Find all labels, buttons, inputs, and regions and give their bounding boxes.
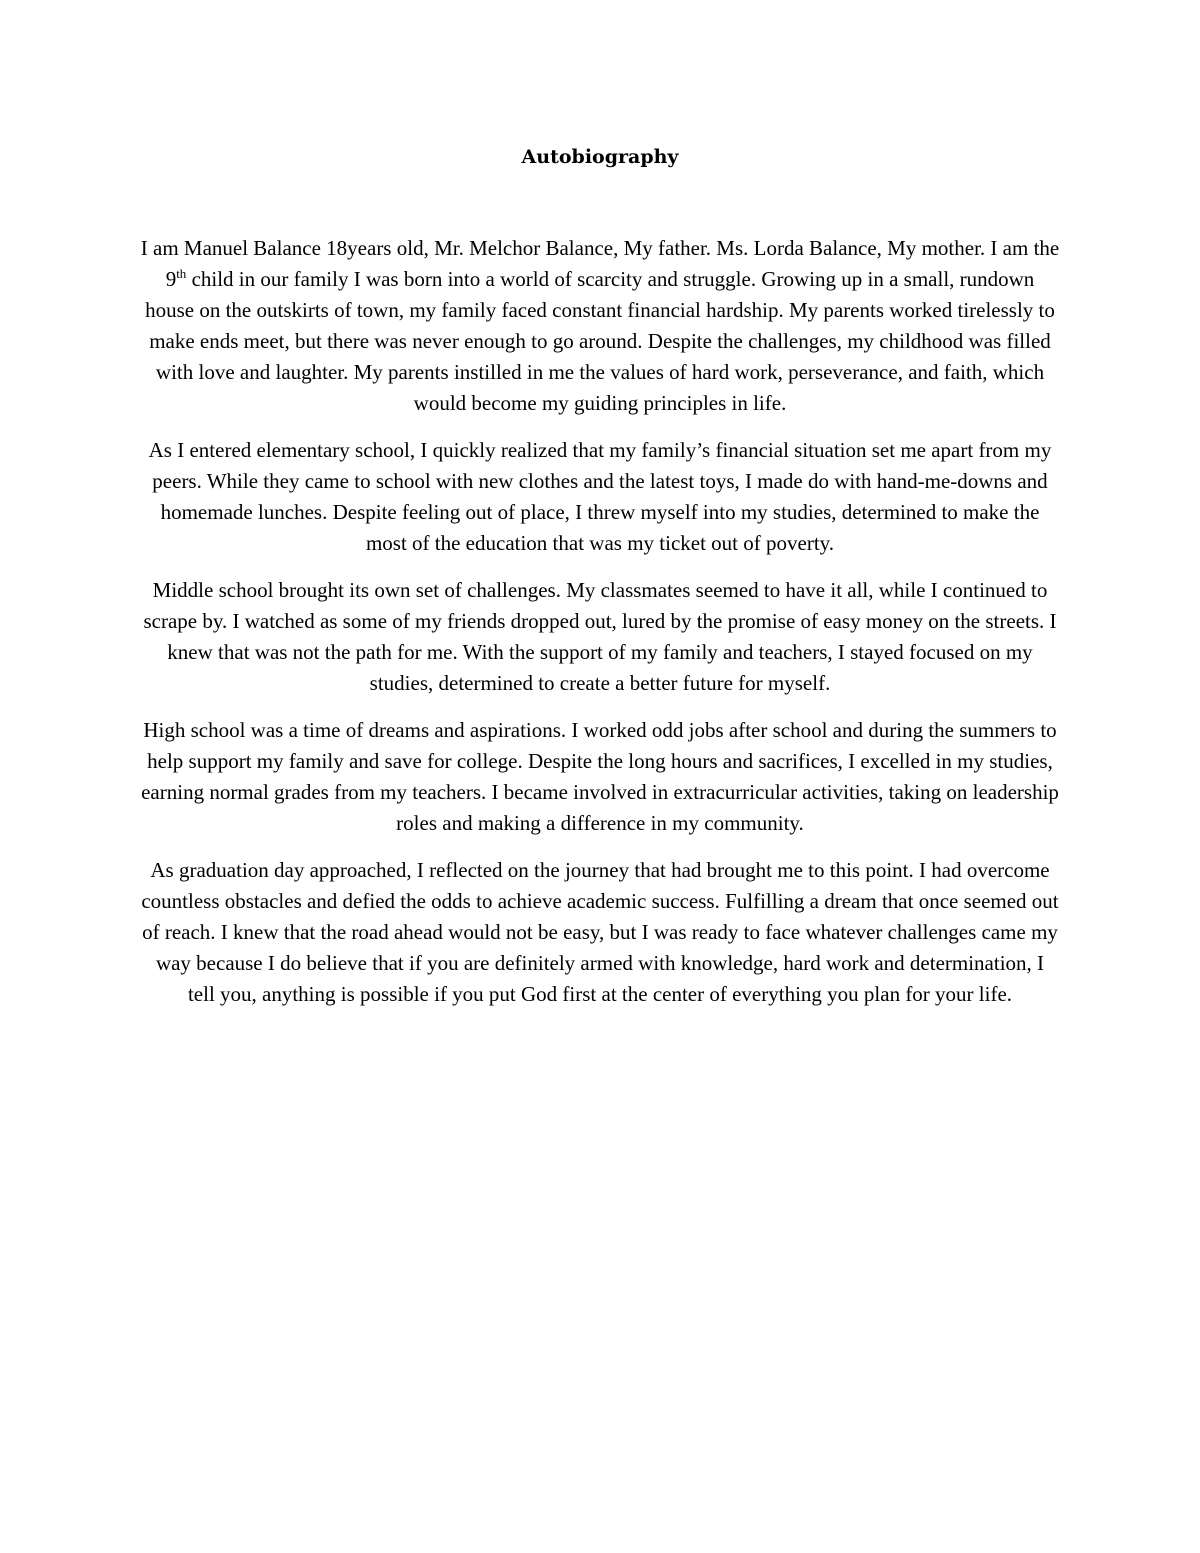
paragraph-1 bbox=[140, 233, 1060, 419]
paragraph-3: Middle school brought its own set of challenges. My classmates seemed to have it all, while I continued to scrape by. I watched as some of my friends dropped out, lured by the promise of easy money on the streets. I knew that was not the path for me. With the support of my family and teachers, I stayed focused on my studies, determined to create a better future for myself. bbox=[143, 578, 1057, 695]
paragraph-2: As I entered elementary school, I quickly realized that my family’s financial situation set me apart from my peers. While they came to school with new clothes and the latest toys, I made do with hand-me-downs and homemade lunches. Despite feeling out of place, I threw myself into my studies, determined to make the most of the education that was my ticket out of poverty. bbox=[148, 438, 1052, 555]
paragraph-4: High school was a time of dreams and aspirations. I worked odd jobs after school and during the summers to help support my family and save for college. Despite the long hours and sacrifices, I excelled in my studies, earning normal grades from my teachers. I became involved in extracurricular activities, taking on leadership roles and making a difference in my community. bbox=[141, 718, 1059, 835]
paragraph-1-text-b: child in our family I was born into a world of scarcity and struggle. Growing up in a small, rundown house on the outskirts of town, my family faced constant financial hardship. My parents worked tirelessly to make ends meet, but there was never enough to go around. Despite the challenges, my childhood was filled with love and laughter. My parents instilled in me the values of hard work, perseverance, and faith, which would become my guiding principles in life. bbox=[145, 267, 1055, 415]
ordinal-suffix: th bbox=[176, 266, 187, 281]
paragraph-5: As graduation day approached, I reflected on the journey that had brought me to this point. I had overcome countless obstacles and defied the odds to achieve academic success. Fulfilling a dream that once seemed out of reach. I knew that the road ahead would not be easy, but I was ready to face whatever challenges came my way because I do believe that if you are definitely armed with knowledge, hard work and determination, I tell you, anything is possible if you put God first at the center of everything you plan for your life. bbox=[141, 858, 1059, 1006]
document-title: Autobiography bbox=[521, 146, 679, 168]
document-body bbox=[140, 233, 1060, 1026]
paragraph-1-text-a: I am Manuel Balance 18years old, Mr. Melchor Balance, My father. Ms. Lorda Balance, My mother. I am the 9 bbox=[140, 236, 1060, 291]
